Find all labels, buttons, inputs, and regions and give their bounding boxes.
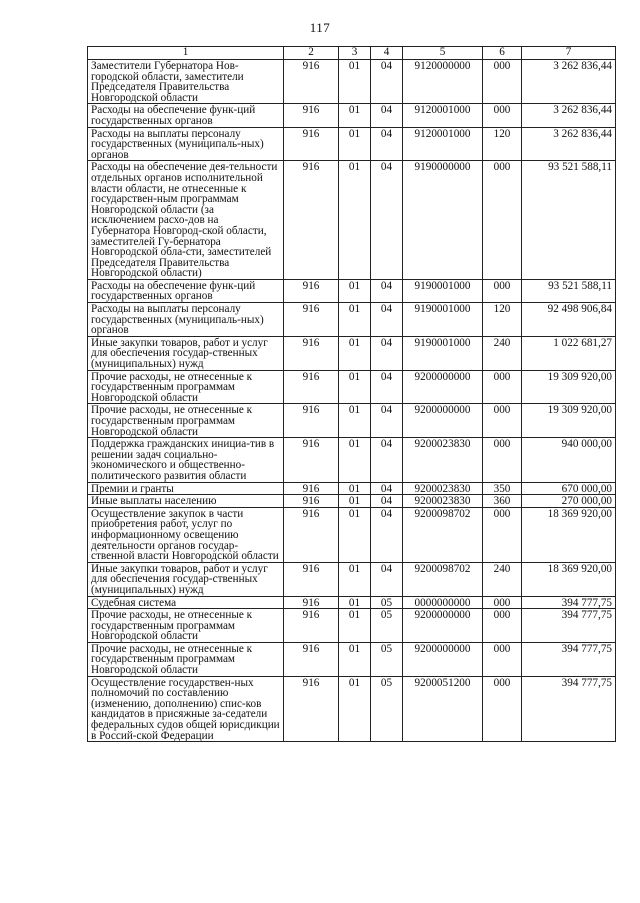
cell-amount: 670 000,00 — [522, 482, 616, 495]
cell-expense-type: 240 — [483, 562, 522, 596]
cell-admin-code: 916 — [284, 596, 339, 609]
cell-admin-code: 916 — [284, 676, 339, 742]
cell-expense-type: 350 — [483, 482, 522, 495]
cell-amount: 19 309 920,00 — [522, 404, 616, 438]
cell-admin-code: 916 — [284, 404, 339, 438]
table-row — [88, 609, 616, 643]
cell-name: Иные выплаты населению — [88, 495, 284, 508]
cell-name: Расходы на обеспечение дея-тельности отдельных органов исполнительной власти области, не отнесенные к государствен-ным программам Новгородской области (за исключением расхо-дов на Губернатора Новгород-ской области, заместителей Гу-бернатора Новгородской обла-сти, заместителей Председателя Правительства Новгородской области) — [88, 161, 284, 280]
cell-expense-type: 360 — [483, 495, 522, 508]
cell-subsection: 04 — [371, 303, 403, 337]
cell-name: Прочие расходы, не отнесенные к государственным программам Новгородской области — [88, 404, 284, 438]
cell-target-article: 9200023830 — [403, 438, 483, 482]
column-header-1: 1 — [88, 47, 284, 60]
cell-amount: 3 262 836,44 — [522, 104, 616, 127]
cell-target-article: 9120001000 — [403, 127, 483, 161]
cell-name: Иные закупки товаров, работ и услуг для обеспечения государ-ственных (муниципальных) нужд — [88, 562, 284, 596]
cell-subsection: 05 — [371, 642, 403, 676]
cell-section: 01 — [339, 609, 371, 643]
budget-table — [87, 46, 616, 742]
cell-name: Расходы на выплаты персоналу государственных (муниципаль-ных) органов — [88, 127, 284, 161]
table-row — [88, 482, 616, 495]
cell-amount: 18 369 920,00 — [522, 507, 616, 562]
cell-subsection: 04 — [371, 127, 403, 161]
cell-amount: 19 309 920,00 — [522, 370, 616, 404]
cell-section: 01 — [339, 303, 371, 337]
cell-subsection: 04 — [371, 161, 403, 280]
cell-target-article: 0000000000 — [403, 596, 483, 609]
table-row — [88, 438, 616, 482]
cell-section: 01 — [339, 507, 371, 562]
cell-section: 01 — [339, 642, 371, 676]
cell-target-article: 9200000000 — [403, 370, 483, 404]
cell-expense-type: 120 — [483, 303, 522, 337]
cell-section: 01 — [339, 161, 371, 280]
table-body — [88, 60, 616, 742]
table-row — [88, 642, 616, 676]
cell-target-article: 9190000000 — [403, 161, 483, 280]
cell-name: Прочие расходы, не отнесенные к государственным программам Новгородской области — [88, 642, 284, 676]
cell-name: Прочие расходы, не отнесенные к государственным программам Новгородской области — [88, 609, 284, 643]
cell-section: 01 — [339, 279, 371, 302]
cell-admin-code: 916 — [284, 495, 339, 508]
cell-name: Поддержка гражданских инициа-тив в решении задач социально-экономического и общественно-политического развития области — [88, 438, 284, 482]
cell-amount: 93 521 588,11 — [522, 161, 616, 280]
cell-section: 01 — [339, 562, 371, 596]
column-header-2: 2 — [284, 47, 339, 60]
column-header-4: 4 — [371, 47, 403, 60]
cell-subsection: 05 — [371, 596, 403, 609]
cell-expense-type: 000 — [483, 404, 522, 438]
cell-amount: 3 262 836,44 — [522, 60, 616, 104]
cell-target-article: 9120001000 — [403, 104, 483, 127]
table-header — [88, 47, 616, 60]
table-row — [88, 370, 616, 404]
cell-name: Осуществление закупок в части приобретения работ, услуг по информационному освещению деятельности органов государ-ственной власти Новгородской области — [88, 507, 284, 562]
cell-section: 01 — [339, 370, 371, 404]
table-row — [88, 596, 616, 609]
cell-subsection: 04 — [371, 404, 403, 438]
cell-expense-type: 000 — [483, 279, 522, 302]
cell-amount: 394 777,75 — [522, 676, 616, 742]
cell-target-article: 9190001000 — [403, 303, 483, 337]
cell-amount: 92 498 906,84 — [522, 303, 616, 337]
cell-amount: 93 521 588,11 — [522, 279, 616, 302]
cell-target-article: 9200098702 — [403, 562, 483, 596]
cell-name: Расходы на выплаты персоналу государственных (муниципаль-ных) органов — [88, 303, 284, 337]
cell-target-article: 9190001000 — [403, 279, 483, 302]
table-row — [88, 127, 616, 161]
page-number: 117 — [309, 20, 331, 35]
cell-amount: 940 000,00 — [522, 438, 616, 482]
cell-section: 01 — [339, 676, 371, 742]
table-row — [88, 303, 616, 337]
cell-admin-code: 916 — [284, 60, 339, 104]
cell-name: Прочие расходы, не отнесенные к государственным программам Новгородской области — [88, 370, 284, 404]
cell-name: Премии и гранты — [88, 482, 284, 495]
cell-expense-type: 000 — [483, 676, 522, 742]
cell-target-article: 9200051200 — [403, 676, 483, 742]
cell-target-article: 9200000000 — [403, 404, 483, 438]
cell-amount: 394 777,75 — [522, 642, 616, 676]
cell-subsection: 04 — [371, 336, 403, 370]
table-row — [88, 562, 616, 596]
column-header-5: 5 — [403, 47, 483, 60]
cell-expense-type: 000 — [483, 507, 522, 562]
cell-section: 01 — [339, 336, 371, 370]
cell-expense-type: 000 — [483, 161, 522, 280]
cell-admin-code: 916 — [284, 482, 339, 495]
cell-admin-code: 916 — [284, 303, 339, 337]
cell-subsection: 04 — [371, 507, 403, 562]
cell-amount: 394 777,75 — [522, 596, 616, 609]
column-header-7: 7 — [522, 47, 616, 60]
cell-target-article: 9120000000 — [403, 60, 483, 104]
cell-admin-code: 916 — [284, 104, 339, 127]
cell-expense-type: 000 — [483, 438, 522, 482]
table-row — [88, 104, 616, 127]
cell-subsection: 04 — [371, 370, 403, 404]
cell-amount: 1 022 681,27 — [522, 336, 616, 370]
cell-expense-type: 000 — [483, 60, 522, 104]
cell-expense-type: 240 — [483, 336, 522, 370]
cell-amount: 394 777,75 — [522, 609, 616, 643]
cell-amount: 3 262 836,44 — [522, 127, 616, 161]
cell-section: 01 — [339, 495, 371, 508]
cell-admin-code: 916 — [284, 642, 339, 676]
cell-section: 01 — [339, 482, 371, 495]
cell-subsection: 04 — [371, 60, 403, 104]
column-header-6: 6 — [483, 47, 522, 60]
cell-subsection: 04 — [371, 562, 403, 596]
cell-expense-type: 000 — [483, 370, 522, 404]
cell-amount: 270 000,00 — [522, 495, 616, 508]
cell-admin-code: 916 — [284, 336, 339, 370]
cell-expense-type: 000 — [483, 609, 522, 643]
cell-section: 01 — [339, 60, 371, 104]
cell-target-article: 9190001000 — [403, 336, 483, 370]
cell-subsection: 04 — [371, 495, 403, 508]
cell-section: 01 — [339, 127, 371, 161]
column-header-3: 3 — [339, 47, 371, 60]
cell-target-article: 9200000000 — [403, 642, 483, 676]
cell-name: Заместители Губернатора Нов-городской области, заместители Председателя Правительства Новгородской области — [88, 60, 284, 104]
cell-expense-type: 000 — [483, 642, 522, 676]
cell-section: 01 — [339, 404, 371, 438]
cell-subsection: 04 — [371, 104, 403, 127]
cell-subsection: 04 — [371, 482, 403, 495]
cell-target-article: 9200098702 — [403, 507, 483, 562]
cell-name: Иные закупки товаров, работ и услуг для обеспечения государ-ственных (муниципальных) нужд — [88, 336, 284, 370]
cell-name: Осуществление государствен-ных полномочий по составлению (изменению, дополнению) спис-ков кандидатов в присяжные за-седатели федеральных судов общей юрисдикции в Россий-ской Федерации — [88, 676, 284, 742]
cell-admin-code: 916 — [284, 562, 339, 596]
cell-section: 01 — [339, 104, 371, 127]
table-row — [88, 279, 616, 302]
cell-section: 01 — [339, 596, 371, 609]
cell-admin-code: 916 — [284, 609, 339, 643]
cell-section: 01 — [339, 438, 371, 482]
cell-admin-code: 916 — [284, 370, 339, 404]
table-row — [88, 336, 616, 370]
table-row — [88, 495, 616, 508]
table-row — [88, 507, 616, 562]
cell-expense-type: 120 — [483, 127, 522, 161]
cell-target-article: 9200023830 — [403, 482, 483, 495]
cell-name: Судебная система — [88, 596, 284, 609]
cell-admin-code: 916 — [284, 507, 339, 562]
cell-target-article: 9200023830 — [403, 495, 483, 508]
cell-subsection: 05 — [371, 609, 403, 643]
table-row — [88, 60, 616, 104]
table-row — [88, 676, 616, 742]
cell-expense-type: 000 — [483, 104, 522, 127]
header-row — [88, 47, 616, 60]
cell-admin-code: 916 — [284, 438, 339, 482]
cell-subsection: 04 — [371, 279, 403, 302]
cell-target-article: 9200000000 — [403, 609, 483, 643]
cell-admin-code: 916 — [284, 127, 339, 161]
cell-name: Расходы на обеспечение функ-ций государственных органов — [88, 279, 284, 302]
cell-admin-code: 916 — [284, 161, 339, 280]
cell-name: Расходы на обеспечение функ-ций государственных органов — [88, 104, 284, 127]
cell-expense-type: 000 — [483, 596, 522, 609]
cell-admin-code: 916 — [284, 279, 339, 302]
cell-amount: 18 369 920,00 — [522, 562, 616, 596]
table-row — [88, 161, 616, 280]
table-row — [88, 404, 616, 438]
cell-subsection: 04 — [371, 438, 403, 482]
cell-subsection: 05 — [371, 676, 403, 742]
